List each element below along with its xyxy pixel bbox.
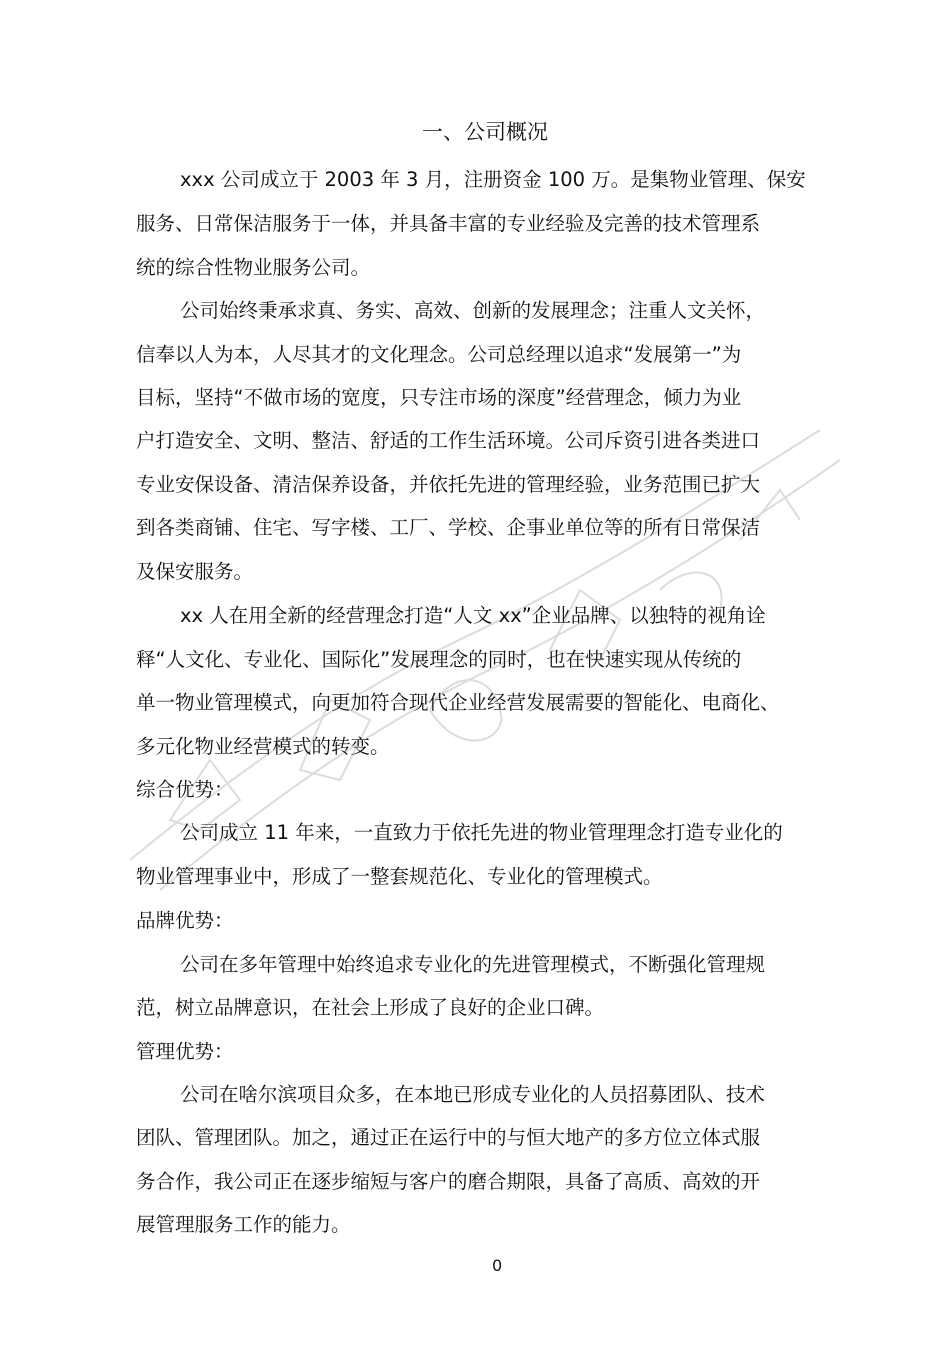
- body-line: 团队、管理团队。加之，通过正在运行中的与恒大地产的多方位立体式服: [136, 1126, 761, 1149]
- section-heading: 综合优势：: [136, 778, 234, 801]
- page-title: 一、公司概况: [422, 120, 548, 144]
- body-line: 展管理服务工作的能力。: [136, 1213, 351, 1236]
- body-line: 公司成立 11 年来，一直致力于依托先进的物业管理理念打造专业化的: [180, 821, 783, 844]
- body-line: 务合作，我公司正在逐步缩短与客户的磨合期限，具备了高质、高效的开: [136, 1170, 761, 1193]
- body-line: 释“人文化、专业化、国际化”发展理念的同时，也在快速实现从传统的: [136, 648, 742, 671]
- page-number: 0: [492, 1256, 503, 1275]
- body-line: 公司在多年管理中始终追求专业化的先进管理模式，不断强化管理规: [180, 953, 766, 976]
- body-line: 服务、日常保洁服务于一体，并具备丰富的专业经验及完善的技术管理系: [136, 212, 761, 235]
- body-line: 专业安保设备、清洁保养设备，并依托先进的管理经验，业务范围已扩大: [136, 473, 761, 496]
- body-line: 公司在啥尔滨项目众多，在本地已形成专业化的人员招募团队、技术: [180, 1083, 766, 1106]
- section-heading: 品牌优势：: [136, 909, 234, 932]
- body-line: 公司始终秉承求真、务实、高效、创新的发展理念；注重人文关怀，: [180, 299, 766, 322]
- body-line: 信奉以人为本，人尽其才的文化理念。公司总经理以追求“发展第一”为: [136, 343, 742, 366]
- body-line: 目标，坚持“不做市场的宽度，只专注市场的深度”经营理念，倾力为业: [136, 386, 742, 409]
- body-line: xx 人在用全新的经营理念打造“人文 xx”企业品牌、以独特的视角诠: [180, 604, 766, 627]
- body-line: 统的综合性物业服务公司。: [136, 256, 371, 279]
- body-line: 单一物业管理模式，向更加符合现代企业经营发展需要的智能化、电商化、: [136, 691, 780, 714]
- body-line: 物业管理事业中，形成了一整套规范化、专业化的管理模式。: [136, 865, 663, 888]
- body-line: 户打造安全、文明、整洁、舒适的工作生活环境。公司斥资引进各类进口: [136, 429, 761, 452]
- body-line: 到各类商铺、住宅、写字楼、工厂、学校、企事业单位等的所有日常保洁: [136, 516, 761, 539]
- section-heading: 管理优势：: [136, 1040, 234, 1063]
- body-line: xxx 公司成立于 2003 年 3 月，注册资金 100 万。是集物业管理、保安: [180, 168, 806, 191]
- body-line: 及保安服务。: [136, 560, 254, 583]
- body-line: 多元化物业经营模式的转变。: [136, 735, 390, 758]
- body-line: 范，树立品牌意识，在社会上形成了良好的企业口碑。: [136, 996, 605, 1019]
